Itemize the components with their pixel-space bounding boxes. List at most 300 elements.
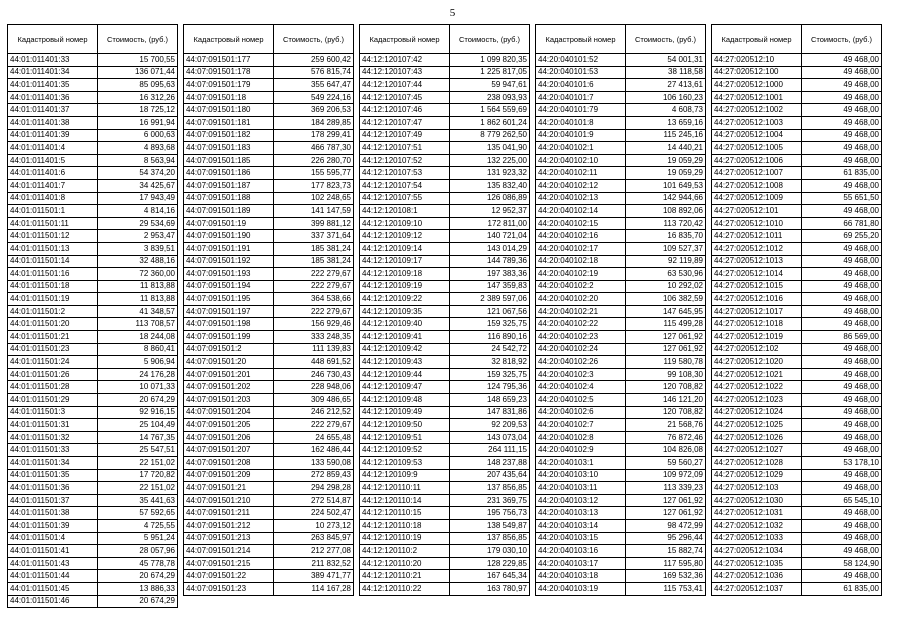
cost-cell: 272 514,87	[274, 494, 354, 507]
table-row	[712, 154, 882, 167]
cadastral-number-cell: 44:12:120109:42	[360, 343, 450, 356]
table-row	[536, 91, 706, 104]
table-row	[536, 570, 706, 583]
cadastral-number-cell: 44:07:091501:199	[184, 331, 274, 344]
cost-cell: 101 649,53	[626, 179, 706, 192]
cadastral-number-cell: 44:01:011501:31	[8, 419, 98, 432]
table-row	[712, 557, 882, 570]
cost-cell: 24 655,48	[274, 431, 354, 444]
table-row	[360, 142, 530, 155]
table-row	[184, 368, 354, 381]
cost-cell: 264 111,15	[450, 444, 530, 457]
cost-cell: 49 468,00	[802, 129, 882, 142]
cadastral-number-cell: 44:01:011501:4	[8, 532, 98, 545]
cost-cell: 14 440,21	[626, 142, 706, 155]
cost-cell: 111 139,83	[274, 343, 354, 356]
table-row	[536, 331, 706, 344]
cadastral-number-cell: 44:07:091501:213	[184, 532, 274, 545]
cost-cell: 259 600,42	[274, 54, 354, 67]
cadastral-number-cell: 44:07:091501:20	[184, 356, 274, 369]
table-row	[712, 419, 882, 432]
cost-cell: 49 468,00	[802, 280, 882, 293]
cadastral-number-cell: 44:07:091501:214	[184, 545, 274, 558]
cost-cell: 226 280,70	[274, 154, 354, 167]
table-header-row	[712, 25, 882, 54]
cadastral-number-cell: 44:27:020512:1011	[712, 230, 802, 243]
cost-cell: 4 893,68	[98, 142, 178, 155]
cadastral-number-cell: 44:01:011501:19	[8, 293, 98, 306]
table-row	[184, 167, 354, 180]
cadastral-number-cell: 44:01:011501:46	[8, 595, 98, 608]
cost-cell: 147 831,86	[450, 406, 530, 419]
cadastral-number-cell: 44:27:020512:1002	[712, 104, 802, 117]
cost-cell: 28 057,96	[98, 545, 178, 558]
cost-cell: 65 545,10	[802, 494, 882, 507]
table-row	[8, 79, 178, 92]
table-row	[8, 91, 178, 104]
table-row	[536, 318, 706, 331]
cadastral-number-cell: 44:27:020512:1017	[712, 305, 802, 318]
cadastral-number-cell: 44:27:020512:1012	[712, 242, 802, 255]
cadastral-number-cell: 44:20:040101:9	[536, 129, 626, 142]
cost-cell: 29 534,69	[98, 217, 178, 230]
cost-cell: 4 814,16	[98, 205, 178, 218]
cadastral-number-cell: 44:12:120109:40	[360, 318, 450, 331]
cadastral-number-cell: 44:01:011501:35	[8, 469, 98, 482]
cadastral-number-cell: 44:07:091501:206	[184, 431, 274, 444]
cost-cell: 95 296,44	[626, 532, 706, 545]
cost-cell: 106 160,23	[626, 91, 706, 104]
table-row	[360, 532, 530, 545]
cost-cell: 115 245,16	[626, 129, 706, 142]
cadastral-number-cell: 44:07:091501:21	[184, 482, 274, 495]
table-row	[184, 419, 354, 432]
table-row	[536, 519, 706, 532]
table-row	[184, 444, 354, 457]
cost-cell: 21 568,76	[626, 419, 706, 432]
cadastral-number-cell: 44:12:120110:14	[360, 494, 450, 507]
cost-cell: 76 872,46	[626, 431, 706, 444]
cadastral-number-cell: 44:27:020512:1019	[712, 331, 802, 344]
header-cost: Стоимость, (руб.)	[450, 25, 530, 54]
table-row	[536, 268, 706, 281]
cost-cell: 32 818,92	[450, 356, 530, 369]
table-row	[8, 381, 178, 394]
table-row	[184, 381, 354, 394]
cadastral-number-cell: 44:20:040103:15	[536, 532, 626, 545]
table-row	[536, 545, 706, 558]
table-row	[184, 394, 354, 407]
cadastral-number-cell: 44:07:091501:179	[184, 79, 274, 92]
page-number: 5	[449, 7, 456, 19]
cadastral-number-cell: 44:07:091501:22	[184, 570, 274, 583]
cost-cell: 121 067,56	[450, 305, 530, 318]
cadastral-number-cell: 44:01:011501:43	[8, 557, 98, 570]
cost-cell: 20 674,29	[98, 570, 178, 583]
header-cost: Стоимость, (руб.)	[626, 25, 706, 54]
cadastral-number-cell: 44:07:091501:191	[184, 242, 274, 255]
cadastral-number-cell: 44:27:020512:1006	[712, 154, 802, 167]
cadastral-number-cell: 44:12:120109:52	[360, 444, 450, 457]
cadastral-number-cell: 44:01:011501:1	[8, 205, 98, 218]
cost-cell: 17 720,82	[98, 469, 178, 482]
table-row	[8, 280, 178, 293]
table-row	[360, 419, 530, 432]
table-row	[712, 217, 882, 230]
cadastral-number-cell: 44:20:040102:7	[536, 419, 626, 432]
cadastral-number-cell: 44:27:020512:1013	[712, 255, 802, 268]
table-row	[184, 293, 354, 306]
cadastral-number-cell: 44:12:120107:44	[360, 79, 450, 92]
table-row	[712, 545, 882, 558]
cost-cell: 127 061,92	[626, 343, 706, 356]
table-row	[360, 217, 530, 230]
cadastral-number-cell: 44:01:011501:20	[8, 318, 98, 331]
cost-cell: 54 001,31	[626, 54, 706, 67]
cost-cell: 49 468,00	[802, 91, 882, 104]
table-row	[712, 507, 882, 520]
cadastral-number-cell: 44:01:011501:34	[8, 457, 98, 470]
cost-cell: 98 472,99	[626, 519, 706, 532]
table-row	[360, 507, 530, 520]
cost-cell: 135 041,90	[450, 142, 530, 155]
cadastral-number-cell: 44:01:011501:2	[8, 305, 98, 318]
table-row	[360, 154, 530, 167]
table-row	[536, 280, 706, 293]
table-row	[360, 331, 530, 344]
cadastral-number-cell: 44:01:011401:6	[8, 167, 98, 180]
cost-cell: 4 725,55	[98, 519, 178, 532]
cadastral-number-cell: 44:20:040101:6	[536, 79, 626, 92]
cost-cell: 137 856,85	[450, 482, 530, 495]
table-row	[184, 255, 354, 268]
cadastral-number-cell: 44:20:040101:79	[536, 104, 626, 117]
cost-cell: 448 691,52	[274, 356, 354, 369]
header-cadastral-number: Кадастровый номер	[184, 25, 274, 54]
cadastral-number-cell: 44:07:091501:189	[184, 205, 274, 218]
table-row	[360, 54, 530, 67]
cost-cell: 22 151,02	[98, 457, 178, 470]
cadastral-number-cell: 44:01:011401:8	[8, 192, 98, 205]
table-row	[184, 66, 354, 79]
cost-cell: 127 061,92	[626, 507, 706, 520]
cost-cell: 85 095,63	[98, 79, 178, 92]
cadastral-number-cell: 44:12:120109:53	[360, 457, 450, 470]
table-row	[712, 280, 882, 293]
cadastral-number-cell: 44:01:011501:37	[8, 494, 98, 507]
cadastral-number-cell: 44:07:091501:193	[184, 268, 274, 281]
table-row	[184, 192, 354, 205]
cost-cell: 18 725,12	[98, 104, 178, 117]
cost-cell: 159 325,75	[450, 368, 530, 381]
cadastral-number-cell: 44:12:120109:35	[360, 305, 450, 318]
table-row	[184, 519, 354, 532]
cadastral-table-3	[359, 24, 530, 596]
table-row	[360, 205, 530, 218]
table-row	[712, 368, 882, 381]
table-row	[8, 368, 178, 381]
cadastral-number-cell: 44:12:120107:51	[360, 142, 450, 155]
table-row	[360, 519, 530, 532]
cadastral-number-cell: 44:01:011501:14	[8, 255, 98, 268]
cost-cell: 49 468,00	[802, 66, 882, 79]
cadastral-number-cell: 44:12:120109:22	[360, 293, 450, 306]
table-row	[360, 230, 530, 243]
cost-cell: 137 856,85	[450, 532, 530, 545]
table-row	[184, 482, 354, 495]
header-cadastral-number: Кадастровый номер	[360, 25, 450, 54]
cadastral-number-cell: 44:07:091501:2	[184, 343, 274, 356]
table-row	[360, 79, 530, 92]
table-row	[184, 142, 354, 155]
table-row	[360, 268, 530, 281]
cost-cell: 143 073,04	[450, 431, 530, 444]
cadastral-number-cell: 44:20:040102:9	[536, 444, 626, 457]
cost-cell: 263 845,97	[274, 532, 354, 545]
cost-cell: 49 468,00	[802, 268, 882, 281]
cadastral-number-cell: 44:01:011501:18	[8, 280, 98, 293]
cost-cell: 49 468,00	[802, 419, 882, 432]
table-row	[360, 116, 530, 129]
table-header-row	[536, 25, 706, 54]
cadastral-number-cell: 44:20:040102:21	[536, 305, 626, 318]
cadastral-number-cell: 44:07:091501:201	[184, 368, 274, 381]
cadastral-number-cell: 44:27:020512:1036	[712, 570, 802, 583]
table-row	[536, 494, 706, 507]
cost-cell: 124 795,36	[450, 381, 530, 394]
cadastral-number-cell: 44:01:011501:28	[8, 381, 98, 394]
cadastral-number-cell: 44:27:020512:1029	[712, 469, 802, 482]
table-row	[8, 394, 178, 407]
cadastral-number-cell: 44:12:120107:52	[360, 154, 450, 167]
table-row	[360, 457, 530, 470]
table-row	[8, 331, 178, 344]
cadastral-number-cell: 44:01:011501:29	[8, 394, 98, 407]
table-row	[184, 104, 354, 117]
table-row	[360, 129, 530, 142]
table-row	[360, 179, 530, 192]
cost-cell: 49 468,00	[802, 205, 882, 218]
cadastral-number-cell: 44:12:120109:51	[360, 431, 450, 444]
header-cost: Стоимость, (руб.)	[802, 25, 882, 54]
cadastral-number-cell: 44:07:091501:202	[184, 381, 274, 394]
cost-cell: 115 753,41	[626, 582, 706, 595]
table-row	[712, 91, 882, 104]
table-row	[8, 242, 178, 255]
cadastral-number-cell: 44:01:011401:36	[8, 91, 98, 104]
cadastral-number-cell: 44:12:120107:46	[360, 104, 450, 117]
cadastral-number-cell: 44:01:011501:33	[8, 444, 98, 457]
cadastral-table-1	[7, 24, 178, 608]
cost-cell: 156 929,46	[274, 318, 354, 331]
table-row	[536, 431, 706, 444]
table-row	[184, 129, 354, 142]
table-row	[536, 482, 706, 495]
cost-cell: 59 560,27	[626, 457, 706, 470]
table-row	[8, 444, 178, 457]
table-row	[8, 356, 178, 369]
table-row	[360, 557, 530, 570]
table-row	[712, 242, 882, 255]
cadastral-number-cell: 44:01:011501:41	[8, 545, 98, 558]
cadastral-number-cell: 44:20:040102:24	[536, 343, 626, 356]
cadastral-number-cell: 44:27:020512:103	[712, 482, 802, 495]
table-row	[536, 507, 706, 520]
cost-cell: 146 121,20	[626, 394, 706, 407]
cost-cell: 49 468,00	[802, 394, 882, 407]
cadastral-number-cell: 44:12:120109:10	[360, 217, 450, 230]
cadastral-number-cell: 44:20:040102:13	[536, 192, 626, 205]
cadastral-number-cell: 44:27:020512:100	[712, 66, 802, 79]
cost-cell: 113 720,42	[626, 217, 706, 230]
cost-cell: 228 948,06	[274, 381, 354, 394]
cost-cell: 49 468,00	[802, 318, 882, 331]
cost-cell: 61 835,00	[802, 167, 882, 180]
table-row	[360, 444, 530, 457]
cost-cell: 116 890,16	[450, 331, 530, 344]
cost-cell: 238 093,93	[450, 91, 530, 104]
cost-cell: 143 014,29	[450, 242, 530, 255]
cadastral-number-cell: 44:01:011401:5	[8, 154, 98, 167]
table-row	[184, 406, 354, 419]
table-row	[184, 582, 354, 595]
table-row	[536, 582, 706, 595]
cadastral-number-cell: 44:01:011501:21	[8, 331, 98, 344]
table-row	[360, 305, 530, 318]
cost-cell: 1 225 817,05	[450, 66, 530, 79]
cost-cell: 49 468,00	[802, 242, 882, 255]
cost-cell: 10 292,02	[626, 280, 706, 293]
cost-cell: 106 382,59	[626, 293, 706, 306]
cost-cell: 49 468,00	[802, 116, 882, 129]
cadastral-number-cell: 44:20:040101:7	[536, 91, 626, 104]
cost-cell: 177 823,73	[274, 179, 354, 192]
cost-cell: 13 659,16	[626, 116, 706, 129]
cost-cell: 15 882,74	[626, 545, 706, 558]
cadastral-number-cell: 44:07:091501:23	[184, 582, 274, 595]
cost-cell: 184 289,85	[274, 116, 354, 129]
cadastral-number-cell: 44:20:040102:14	[536, 205, 626, 218]
cadastral-number-cell: 44:12:120107:42	[360, 54, 450, 67]
cadastral-number-cell: 44:01:011501:44	[8, 570, 98, 583]
cadastral-number-cell: 44:20:040102:6	[536, 406, 626, 419]
cost-cell: 128 229,85	[450, 557, 530, 570]
table-row	[184, 431, 354, 444]
table-row	[536, 129, 706, 142]
table-row	[184, 545, 354, 558]
cadastral-number-cell: 44:20:040103:13	[536, 507, 626, 520]
cadastral-number-cell: 44:07:091501:215	[184, 557, 274, 570]
cadastral-number-cell: 44:12:120109:47	[360, 381, 450, 394]
table-row	[184, 507, 354, 520]
cost-cell: 15 700,55	[98, 54, 178, 67]
cadastral-number-cell: 44:07:091501:205	[184, 419, 274, 432]
table-row	[8, 293, 178, 306]
table-row	[8, 217, 178, 230]
cost-cell: 35 441,63	[98, 494, 178, 507]
cadastral-number-cell: 44:27:020512:1008	[712, 179, 802, 192]
cadastral-number-cell: 44:20:040103:12	[536, 494, 626, 507]
cost-cell: 179 030,10	[450, 545, 530, 558]
header-cost: Стоимость, (руб.)	[274, 25, 354, 54]
cost-cell: 211 832,52	[274, 557, 354, 570]
table-row	[8, 104, 178, 117]
cadastral-number-cell: 44:20:040103:11	[536, 482, 626, 495]
table-row	[712, 230, 882, 243]
cadastral-number-cell: 44:12:120109:43	[360, 356, 450, 369]
table-row	[712, 79, 882, 92]
cost-cell: 49 468,00	[802, 79, 882, 92]
table-row	[360, 280, 530, 293]
table-row	[184, 305, 354, 318]
table-row	[8, 66, 178, 79]
cadastral-number-cell: 44:12:120110:18	[360, 519, 450, 532]
table-row	[8, 494, 178, 507]
cost-cell: 355 647,47	[274, 79, 354, 92]
cost-cell: 18 244,08	[98, 331, 178, 344]
cadastral-number-cell: 44:01:011401:33	[8, 54, 98, 67]
cadastral-number-cell: 44:27:020512:1031	[712, 507, 802, 520]
table-row	[360, 406, 530, 419]
cadastral-number-cell: 44:20:040102:26	[536, 356, 626, 369]
cadastral-number-cell: 44:27:020512:1007	[712, 167, 802, 180]
cadastral-number-cell: 44:12:120110:11	[360, 482, 450, 495]
cadastral-number-cell: 44:20:040102:5	[536, 394, 626, 407]
cost-cell: 92 916,15	[98, 406, 178, 419]
table-row	[8, 154, 178, 167]
cost-cell: 148 237,88	[450, 457, 530, 470]
cost-cell: 148 659,23	[450, 394, 530, 407]
cadastral-number-cell: 44:20:040102:15	[536, 217, 626, 230]
table-row	[536, 419, 706, 432]
cadastral-number-cell: 44:07:091501:185	[184, 154, 274, 167]
table-row	[536, 305, 706, 318]
cost-cell: 117 595,80	[626, 557, 706, 570]
cadastral-number-cell: 44:27:020512:1034	[712, 545, 802, 558]
cadastral-number-cell: 44:27:020512:1000	[712, 79, 802, 92]
table-row	[712, 293, 882, 306]
cadastral-number-cell: 44:12:120109:48	[360, 394, 450, 407]
table-row	[8, 406, 178, 419]
cadastral-number-cell: 44:07:091501:188	[184, 192, 274, 205]
cost-cell: 49 468,00	[802, 343, 882, 356]
cadastral-number-cell: 44:01:011501:23	[8, 343, 98, 356]
cost-cell: 136 071,44	[98, 66, 178, 79]
cost-cell: 38 118,58	[626, 66, 706, 79]
cadastral-number-cell: 44:12:120109:9	[360, 469, 450, 482]
cost-cell: 162 486,44	[274, 444, 354, 457]
cost-cell: 163 780,97	[450, 582, 530, 595]
cost-cell: 246 730,43	[274, 368, 354, 381]
cadastral-number-cell: 44:27:020512:1016	[712, 293, 802, 306]
table-row	[712, 318, 882, 331]
table-row	[360, 570, 530, 583]
table-row	[536, 343, 706, 356]
table-row	[184, 532, 354, 545]
table-row	[184, 205, 354, 218]
cadastral-number-cell: 44:20:040102:11	[536, 167, 626, 180]
table-row	[536, 381, 706, 394]
header-cost: Стоимость, (руб.)	[98, 25, 178, 54]
cadastral-number-cell: 44:07:091501:211	[184, 507, 274, 520]
cost-cell: 141 147,59	[274, 205, 354, 218]
cost-cell: 49 468,00	[802, 545, 882, 558]
cadastral-number-cell: 44:20:040102:23	[536, 331, 626, 344]
cadastral-number-cell: 44:07:091501:207	[184, 444, 274, 457]
cost-cell: 178 299,41	[274, 129, 354, 142]
cadastral-number-cell: 44:01:011401:39	[8, 129, 98, 142]
cost-cell: 49 468,00	[802, 469, 882, 482]
